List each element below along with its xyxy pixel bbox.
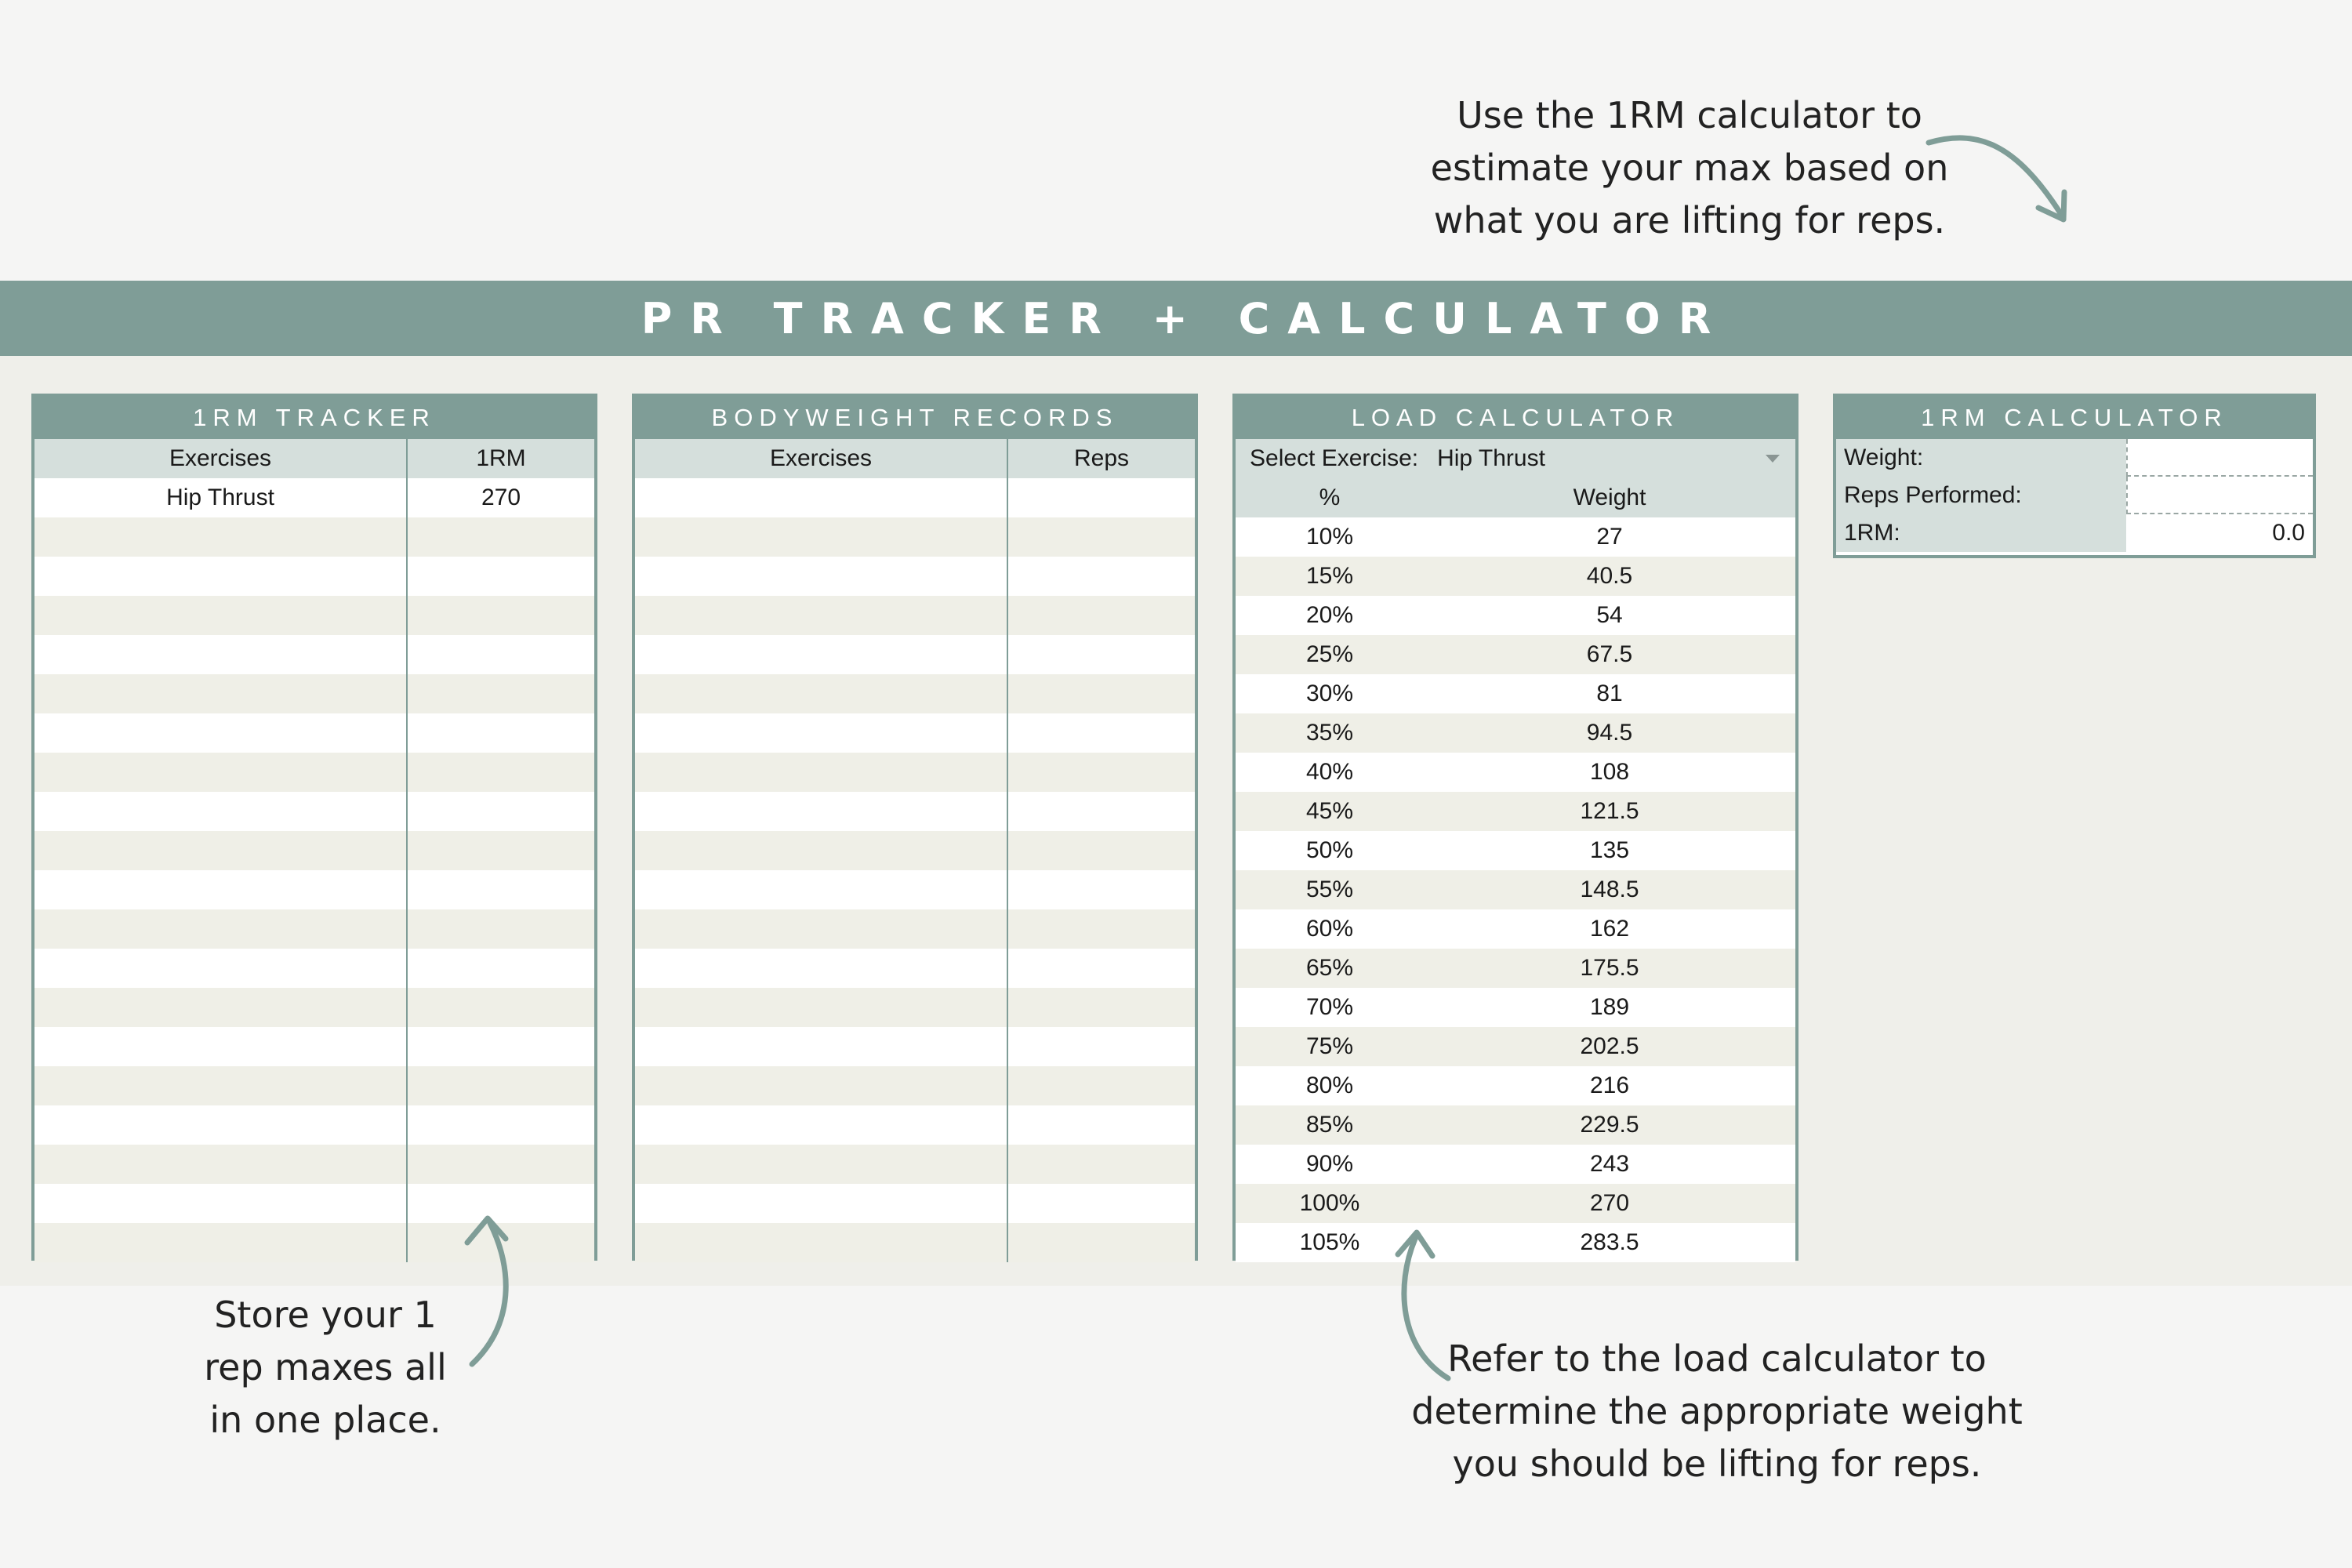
load-calculator-panel xyxy=(1232,394,1798,1261)
tracker-value-cell[interactable] xyxy=(408,870,594,909)
tracker-value-cell[interactable] xyxy=(408,635,594,674)
load-weight-cell: 175.5 xyxy=(1580,955,1639,981)
bodyweight-exercise-cell[interactable] xyxy=(635,753,1008,792)
load-percent-cell: 80% xyxy=(1305,1073,1354,1098)
bodyweight-table-row xyxy=(635,596,1195,635)
load-column-headers xyxy=(1236,478,1795,517)
bodyweight-table-row xyxy=(635,713,1195,753)
bodyweight-table-row xyxy=(635,753,1195,792)
bodyweight-exercise-cell[interactable] xyxy=(635,1184,1008,1223)
load-percent-cell: 55% xyxy=(1305,877,1354,902)
bodyweight-value-cell[interactable] xyxy=(1008,635,1195,674)
bodyweight-exercise-cell[interactable] xyxy=(635,909,1008,949)
load-weight-cell: 67.5 xyxy=(1586,641,1633,667)
tracker-table-row xyxy=(34,753,594,792)
tracker-title: 1RM TRACKER xyxy=(34,397,594,439)
bodyweight-exercise-cell[interactable] xyxy=(635,478,1008,517)
load-percent-cell: 60% xyxy=(1305,916,1354,942)
bodyweight-value-cell[interactable] xyxy=(1008,596,1195,635)
left-note-line-3: in one place. xyxy=(209,1399,441,1441)
tracker-value-cell[interactable] xyxy=(408,557,594,596)
bodyweight-table-row xyxy=(635,1027,1195,1066)
calc-result-value: 0.0 xyxy=(2126,514,2313,552)
load-percent-cell: 85% xyxy=(1305,1112,1354,1138)
load-calculator-title: LOAD CALCULATOR xyxy=(1236,397,1795,439)
bodyweight-exercise-cell[interactable] xyxy=(635,674,1008,713)
bodyweight-table-row xyxy=(635,909,1195,949)
load-table-row xyxy=(1236,1105,1795,1145)
bodyweight-rows xyxy=(635,478,1195,1262)
load-percent-cell: 75% xyxy=(1305,1033,1354,1059)
bodyweight-exercise-cell[interactable] xyxy=(635,792,1008,831)
bodyweight-value-cell[interactable] xyxy=(1008,949,1195,988)
bodyweight-table-row xyxy=(635,792,1195,831)
tracker-exercise-cell[interactable] xyxy=(34,596,408,635)
load-table-row xyxy=(1236,831,1795,870)
load-percent-cell: 25% xyxy=(1305,641,1354,667)
tracker-table-row xyxy=(34,1105,594,1145)
load-header-weight: Weight xyxy=(1573,485,1646,510)
title-banner xyxy=(0,281,2352,356)
load-weight-cell: 54 xyxy=(1596,602,1623,628)
load-table-row xyxy=(1236,753,1795,792)
tracker-exercise-cell[interactable] xyxy=(34,831,408,870)
bodyweight-table-row xyxy=(635,1066,1195,1105)
bodyweight-exercise-cell[interactable] xyxy=(635,713,1008,753)
bodyweight-title: BODYWEIGHT RECORDS xyxy=(635,397,1195,439)
load-rows xyxy=(1236,517,1795,1262)
bodyweight-value-cell[interactable] xyxy=(1008,1145,1195,1184)
load-percent-cell: 70% xyxy=(1305,994,1354,1020)
tracker-table-row xyxy=(34,674,594,713)
bodyweight-table-row xyxy=(635,517,1195,557)
bodyweight-table-row xyxy=(635,1223,1195,1262)
load-percent-cell: 65% xyxy=(1305,955,1354,981)
exercise-select[interactable] xyxy=(1236,439,1795,478)
load-weight-cell: 121.5 xyxy=(1580,798,1639,824)
page-title: PR TRACKER + CALCULATOR xyxy=(641,293,1730,343)
bodyweight-value-cell[interactable] xyxy=(1008,988,1195,1027)
tracker-table-row xyxy=(34,478,594,517)
load-weight-cell: 243 xyxy=(1589,1151,1630,1177)
load-weight-cell: 135 xyxy=(1589,837,1630,863)
load-header-percent: % xyxy=(1319,485,1341,510)
bodyweight-table-row xyxy=(635,635,1195,674)
calc-reps-row xyxy=(1836,477,2313,514)
tracker-column-headers xyxy=(34,439,594,478)
load-table-row xyxy=(1236,909,1795,949)
bodyweight-value-cell[interactable] xyxy=(1008,870,1195,909)
tracker-exercise-cell[interactable] xyxy=(34,1105,408,1145)
tracker-exercise-cell[interactable] xyxy=(34,1184,408,1223)
1rm-calculator-title: 1RM CALCULATOR xyxy=(1836,397,2313,439)
load-table-row xyxy=(1236,988,1795,1027)
tracker-value-cell[interactable] xyxy=(408,792,594,831)
tracker-value-cell[interactable]: 270 xyxy=(481,485,521,510)
load-weight-cell: 81 xyxy=(1596,681,1623,706)
tracker-exercise-cell[interactable] xyxy=(34,674,408,713)
left-note-line-2: rep maxes all xyxy=(204,1346,447,1388)
tracker-exercise-cell[interactable] xyxy=(34,635,408,674)
bodyweight-value-cell[interactable] xyxy=(1008,1066,1195,1105)
bodyweight-exercise-cell[interactable] xyxy=(635,1027,1008,1066)
curved-arrow-icon xyxy=(1384,1223,1470,1388)
tracker-value-cell[interactable] xyxy=(408,1105,594,1145)
load-weight-cell: 27 xyxy=(1596,524,1623,550)
bodyweight-exercise-cell[interactable] xyxy=(635,517,1008,557)
tracker-exercise-cell[interactable] xyxy=(34,1223,408,1262)
load-table-row xyxy=(1236,1145,1795,1184)
load-table-row xyxy=(1236,1223,1795,1262)
bodyweight-table-row xyxy=(635,1145,1195,1184)
load-table-row xyxy=(1236,949,1795,988)
load-percent-cell: 105% xyxy=(1299,1229,1360,1255)
load-percent-cell: 35% xyxy=(1305,720,1354,746)
tracker-table-row xyxy=(34,1027,594,1066)
tracker-table-row xyxy=(34,517,594,557)
load-table-row xyxy=(1236,713,1795,753)
load-percent-cell: 45% xyxy=(1305,798,1354,824)
load-weight-cell: 216 xyxy=(1589,1073,1630,1098)
load-weight-cell: 229.5 xyxy=(1580,1112,1639,1138)
load-table-row xyxy=(1236,1184,1795,1223)
bodyweight-value-cell[interactable] xyxy=(1008,1027,1195,1066)
load-weight-cell: 162 xyxy=(1589,916,1630,942)
calc-reps-label: Reps Performed: xyxy=(1836,477,2126,514)
bodyweight-value-cell[interactable] xyxy=(1008,792,1195,831)
bodyweight-header-reps: Reps xyxy=(1073,445,1130,471)
tracker-exercise-cell[interactable] xyxy=(34,557,408,596)
tracker-table-row xyxy=(34,949,594,988)
bodyweight-value-cell[interactable] xyxy=(1008,557,1195,596)
right-note-line-3: you should be lifting for reps. xyxy=(1452,1443,1982,1485)
load-weight-cell: 94.5 xyxy=(1586,720,1633,746)
calc-weight-label: Weight: xyxy=(1836,439,2126,477)
bodyweight-value-cell[interactable] xyxy=(1008,753,1195,792)
bodyweight-table-row xyxy=(635,831,1195,870)
tracker-rows xyxy=(34,478,594,1262)
bodyweight-value-cell[interactable] xyxy=(1008,713,1195,753)
bodyweight-table-row xyxy=(635,557,1195,596)
tracker-table-row xyxy=(34,596,594,635)
tracker-exercise-cell[interactable] xyxy=(34,753,408,792)
bodyweight-exercise-cell[interactable] xyxy=(635,988,1008,1027)
bodyweight-value-cell[interactable] xyxy=(1008,909,1195,949)
tracker-exercise-cell[interactable] xyxy=(34,1066,408,1105)
bodyweight-table-row xyxy=(635,1184,1195,1223)
tracker-value-cell[interactable] xyxy=(408,1066,594,1105)
tracker-table-row xyxy=(34,831,594,870)
calc-weight-input[interactable] xyxy=(2126,439,2313,477)
bodyweight-value-cell[interactable] xyxy=(1008,831,1195,870)
tracker-exercise-cell[interactable] xyxy=(34,988,408,1027)
bodyweight-header-exercises: Exercises xyxy=(635,439,1008,478)
exercise-select-value[interactable]: Hip Thrust xyxy=(1437,445,1545,471)
curved-arrow-icon xyxy=(455,1207,525,1372)
tracker-table-row xyxy=(34,988,594,1027)
load-percent-cell: 100% xyxy=(1299,1190,1360,1216)
bodyweight-table-row xyxy=(635,674,1195,713)
load-percent-cell: 10% xyxy=(1305,524,1354,550)
bodyweight-exercise-cell[interactable] xyxy=(635,1145,1008,1184)
tracker-header-1rm: 1RM xyxy=(476,445,526,471)
tracker-table-row xyxy=(34,1066,594,1105)
load-percent-cell: 20% xyxy=(1305,602,1354,628)
tracker-table-row xyxy=(34,909,594,949)
tracker-value-cell[interactable] xyxy=(408,517,594,557)
left-note xyxy=(169,1289,482,1446)
bodyweight-exercise-cell[interactable] xyxy=(635,635,1008,674)
load-weight-cell: 283.5 xyxy=(1580,1229,1639,1255)
bodyweight-table-row xyxy=(635,870,1195,909)
curved-arrow-icon xyxy=(1921,125,2078,235)
tracker-value-cell[interactable] xyxy=(408,1027,594,1066)
load-table-row xyxy=(1236,557,1795,596)
tracker-value-cell[interactable] xyxy=(408,674,594,713)
load-table-row xyxy=(1236,792,1795,831)
tracker-exercise-cell[interactable] xyxy=(34,792,408,831)
tracker-exercise-cell[interactable] xyxy=(34,1145,408,1184)
bodyweight-exercise-cell[interactable] xyxy=(635,831,1008,870)
tracker-table-row xyxy=(34,792,594,831)
bodyweight-exercise-cell[interactable] xyxy=(635,870,1008,909)
top-note-line-3: what you are lifting for reps. xyxy=(1433,199,1946,241)
load-table-row xyxy=(1236,596,1795,635)
tracker-header-exercises: Exercises xyxy=(34,439,408,478)
top-note xyxy=(1396,89,1984,247)
bodyweight-table-row xyxy=(635,1105,1195,1145)
bodyweight-exercise-cell[interactable] xyxy=(635,1105,1008,1145)
calc-reps-input[interactable] xyxy=(2126,477,2313,514)
tracker-exercise-cell[interactable] xyxy=(34,909,408,949)
tracker-table-row xyxy=(34,713,594,753)
bodyweight-value-cell[interactable] xyxy=(1008,674,1195,713)
bodyweight-exercise-cell[interactable] xyxy=(635,949,1008,988)
left-note-line-1: Store your 1 xyxy=(214,1294,437,1336)
bodyweight-exercise-cell[interactable] xyxy=(635,557,1008,596)
exercise-select-label: Select Exercise: xyxy=(1250,445,1419,471)
1rm-calculator-panel xyxy=(1833,394,2316,558)
tracker-value-cell[interactable] xyxy=(408,831,594,870)
bodyweight-exercise-cell[interactable] xyxy=(635,1223,1008,1262)
load-table-row xyxy=(1236,517,1795,557)
tracker-exercise-cell[interactable] xyxy=(34,1027,408,1066)
load-table-row xyxy=(1236,674,1795,713)
tracker-value-cell[interactable] xyxy=(408,596,594,635)
bodyweight-exercise-cell[interactable] xyxy=(635,1066,1008,1105)
tracker-table-row xyxy=(34,870,594,909)
load-table-row xyxy=(1236,1066,1795,1105)
bodyweight-value-cell[interactable] xyxy=(1008,1105,1195,1145)
calc-weight-row xyxy=(1836,439,2313,477)
tracker-value-cell[interactable] xyxy=(408,988,594,1027)
right-note-line-2: determine the appropriate weight xyxy=(1411,1390,2023,1432)
load-percent-cell: 30% xyxy=(1305,681,1354,706)
right-note xyxy=(1411,1333,2023,1490)
bodyweight-exercise-cell[interactable] xyxy=(635,596,1008,635)
load-percent-cell: 40% xyxy=(1305,759,1354,785)
tracker-value-cell[interactable] xyxy=(408,909,594,949)
right-note-line-1: Refer to the load calculator to xyxy=(1447,1338,1987,1380)
tracker-value-cell[interactable] xyxy=(408,713,594,753)
tracker-value-cell[interactable] xyxy=(408,1145,594,1184)
bodyweight-table-row xyxy=(635,478,1195,517)
load-table-row xyxy=(1236,635,1795,674)
bodyweight-value-cell[interactable] xyxy=(1008,517,1195,557)
tracker-exercise-cell[interactable] xyxy=(34,870,408,909)
load-percent-cell: 90% xyxy=(1305,1151,1354,1177)
bodyweight-column-headers xyxy=(635,439,1195,478)
top-note-line-1: Use the 1RM calculator to xyxy=(1457,94,1922,136)
load-table-row xyxy=(1236,870,1795,909)
tracker-exercise-cell[interactable] xyxy=(34,517,408,557)
tracker-exercise-cell[interactable]: Hip Thrust xyxy=(34,478,408,517)
load-weight-cell: 270 xyxy=(1589,1190,1630,1216)
bodyweight-value-cell[interactable] xyxy=(1008,478,1195,517)
bodyweight-value-cell[interactable] xyxy=(1008,1223,1195,1262)
tracker-table-row xyxy=(34,557,594,596)
load-table-row xyxy=(1236,1027,1795,1066)
load-weight-cell: 108 xyxy=(1589,759,1630,785)
load-weight-cell: 189 xyxy=(1589,994,1630,1020)
calc-result-row xyxy=(1836,514,2313,552)
tracker-table-row xyxy=(34,1145,594,1184)
tracker-exercise-cell[interactable] xyxy=(34,949,408,988)
load-weight-cell: 202.5 xyxy=(1580,1033,1639,1059)
bodyweight-table-row xyxy=(635,988,1195,1027)
tracker-panel xyxy=(31,394,597,1261)
tracker-value-cell[interactable] xyxy=(408,753,594,792)
bodyweight-value-cell[interactable] xyxy=(1008,1184,1195,1223)
chevron-down-icon[interactable] xyxy=(1766,455,1780,463)
load-weight-cell: 40.5 xyxy=(1586,563,1633,589)
load-percent-cell: 15% xyxy=(1305,563,1354,589)
load-percent-cell: 50% xyxy=(1305,837,1354,863)
tracker-table-row xyxy=(34,635,594,674)
load-weight-cell: 148.5 xyxy=(1580,877,1639,902)
tracker-value-cell[interactable] xyxy=(408,949,594,988)
tracker-exercise-cell[interactable] xyxy=(34,713,408,753)
calc-result-label: 1RM: xyxy=(1836,514,2126,552)
top-note-line-2: estimate your max based on xyxy=(1430,147,1949,189)
bodyweight-table-row xyxy=(635,949,1195,988)
bodyweight-panel xyxy=(632,394,1198,1261)
